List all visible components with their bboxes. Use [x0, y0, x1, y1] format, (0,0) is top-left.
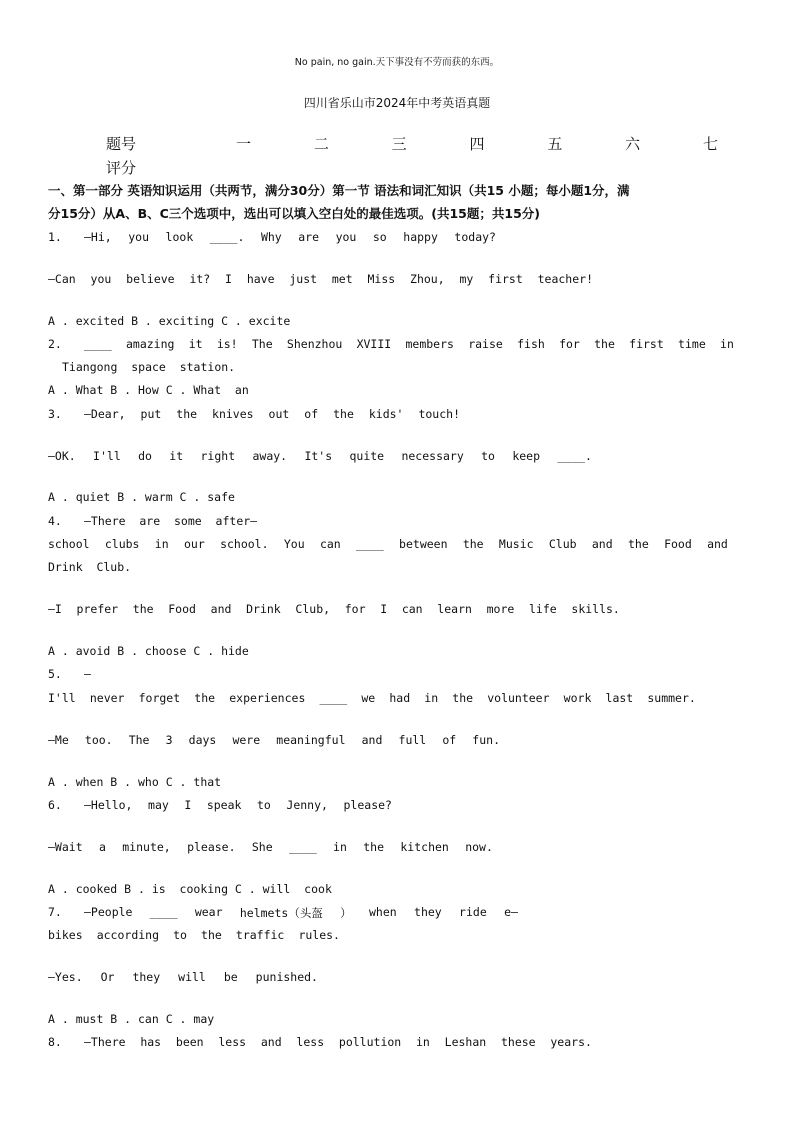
word: can [401, 602, 423, 616]
word: and [591, 537, 613, 551]
word: —Hi, [84, 230, 112, 244]
word: please? [343, 798, 392, 812]
word: amazing [125, 337, 175, 351]
word: of [304, 407, 319, 421]
word: we [361, 691, 376, 705]
word: and [210, 602, 232, 616]
word: please. [187, 840, 236, 854]
q8-number: 8. [48, 1035, 62, 1049]
q2-stem [84, 337, 734, 351]
word: I'll [48, 691, 76, 705]
word: less [296, 1035, 325, 1049]
word: never [89, 691, 125, 705]
q5-stem: — [84, 667, 91, 681]
q7-number: 7. [48, 905, 62, 919]
q2-options: A . What B . How C . What an [48, 383, 249, 397]
word: She [251, 840, 273, 854]
word: away. [252, 449, 288, 463]
word: too. [84, 733, 113, 747]
word: believe [126, 272, 175, 286]
word: last [605, 691, 634, 705]
word: I'll [93, 449, 121, 463]
word: I [380, 602, 388, 616]
word: right [200, 449, 236, 463]
word: —Me [48, 733, 69, 747]
word: years. [550, 1035, 592, 1049]
word: my [459, 272, 474, 286]
word: —Hello, [84, 798, 133, 812]
q5-options: A . when B . who C . that [48, 775, 222, 789]
word: were [232, 733, 261, 747]
q5-reply [48, 733, 500, 747]
word: Or [100, 970, 115, 984]
q1-reply [48, 272, 593, 286]
word: 3 [165, 733, 173, 747]
word: in [333, 840, 347, 854]
word: —OK. [48, 449, 76, 463]
word: these [500, 1035, 536, 1049]
word: the [194, 691, 216, 705]
q7-reply [48, 970, 318, 984]
word: of [442, 733, 457, 747]
q3-stem [84, 407, 460, 421]
section-instruction-line1: 一、第一部分 英语知识运用（共两节，满分30分）第一节 语法和词汇知识（共15 小题；每小题1分，满 [48, 183, 630, 198]
word: The [251, 337, 273, 351]
word: ____ [84, 337, 112, 351]
word: they [414, 905, 442, 919]
word: and [707, 537, 728, 551]
page-header-motto: No pain, no gain.天下事没有不劳而获的东西。 [294, 57, 500, 68]
score-table-label: 题号 [106, 135, 137, 153]
word: quite [349, 449, 385, 463]
word: for [559, 337, 580, 351]
word: first [488, 272, 523, 286]
word: do [138, 449, 152, 463]
word: full [398, 733, 427, 747]
score-col: 三 [391, 135, 407, 153]
word: out [268, 407, 290, 421]
word: punished. [255, 970, 318, 984]
word: wear [194, 905, 223, 919]
word: is! [216, 337, 238, 351]
word: pollution [338, 1035, 402, 1049]
word: the [452, 691, 474, 705]
word: for [344, 602, 366, 616]
word: you [128, 230, 150, 244]
word: clubs [104, 537, 140, 551]
word: work [563, 691, 592, 705]
word: and [361, 733, 383, 747]
word: less [218, 1035, 247, 1049]
word: Zhou, [410, 272, 445, 286]
word: members [405, 337, 454, 351]
word: in [416, 1035, 430, 1049]
word: been [175, 1035, 204, 1049]
word: time [678, 337, 706, 351]
word: necessary [401, 449, 464, 463]
word: meaningful [276, 733, 346, 747]
word: I [225, 272, 232, 286]
word: look [165, 230, 194, 244]
word: happy [403, 230, 438, 244]
word: teacher! [537, 272, 593, 286]
word: —I [48, 602, 62, 616]
word: you [335, 230, 357, 244]
word: —Yes. [48, 970, 83, 984]
word: ____ [356, 537, 384, 551]
word: may [148, 798, 169, 812]
word: met [331, 272, 353, 286]
word: can [319, 537, 341, 551]
word: ____. [557, 449, 592, 463]
word: Leshan [444, 1035, 487, 1049]
word: Food [664, 537, 692, 551]
score-table-score-label: 评分 [106, 159, 137, 177]
word: today? [454, 230, 496, 244]
word: the [333, 407, 354, 421]
word: —Can [48, 272, 76, 286]
word: you [90, 272, 112, 286]
word: —People [84, 905, 133, 919]
word: school. [220, 537, 269, 551]
q2-number: 2. [48, 337, 62, 351]
q6-stem [84, 798, 392, 812]
word: touch! [418, 407, 460, 421]
word: in [720, 337, 734, 351]
word: fish [517, 337, 545, 351]
score-col: 四 [469, 135, 485, 153]
word: they [132, 970, 161, 984]
word: life [529, 602, 557, 616]
section-instruction-line2: 分15分）从A、B、C三个选项中，选出可以填入空白处的最佳选项。(共15题；共15分) [48, 206, 540, 221]
word: summer. [647, 691, 696, 705]
q7-stem-continued [48, 928, 340, 942]
word: ____ [149, 905, 178, 919]
word: in [154, 537, 169, 551]
q4-options: A . avoid B . choose C . hide [48, 644, 249, 658]
word: and [260, 1035, 282, 1049]
word: be [223, 970, 238, 984]
word: keep [512, 449, 541, 463]
word: the [363, 840, 385, 854]
word: ____ [319, 691, 348, 705]
word: prefer [76, 602, 119, 616]
word: when [368, 905, 397, 919]
word: forget [138, 691, 181, 705]
word: Shenzhou [286, 337, 343, 351]
q3-options: A . quiet B . warm C . safe [48, 490, 235, 504]
word: according [96, 928, 160, 942]
word: You [283, 537, 305, 551]
word: skills. [571, 602, 620, 616]
word: ） [340, 906, 352, 920]
word: ____. [209, 230, 245, 244]
score-col: 五 [547, 135, 563, 153]
q3-reply [48, 449, 592, 463]
word: in [424, 691, 439, 705]
score-col: 六 [625, 135, 641, 153]
q4-stem: —There are some after— [84, 514, 258, 528]
word: school [48, 537, 90, 551]
word: had [389, 691, 411, 705]
q6-number: 6. [48, 798, 62, 812]
word: knives [212, 407, 254, 421]
word: Why [260, 230, 282, 244]
word: The [128, 733, 150, 747]
q6-reply [48, 840, 493, 854]
word: e— [504, 905, 518, 919]
word: Miss [367, 272, 396, 286]
word: It's [304, 449, 333, 463]
word: —Dear, [84, 407, 126, 421]
word: speak [206, 798, 242, 812]
word: minute, [122, 840, 171, 854]
word: the [462, 537, 484, 551]
q2-stem-continued: Tiangong space station. [62, 360, 236, 374]
word: a [98, 840, 106, 854]
word: have [246, 272, 275, 286]
q4-reply [48, 602, 620, 616]
word: it? [189, 272, 211, 286]
word: volunteer [487, 691, 550, 705]
word: more [486, 602, 515, 616]
q1-options: A . excited B . exciting C . excite [48, 314, 291, 328]
word: now. [465, 840, 493, 854]
q1-stem [84, 230, 496, 244]
q5-number: 5. [48, 667, 62, 681]
word: are [298, 230, 320, 244]
word: I [184, 798, 192, 812]
score-table-columns [236, 133, 718, 154]
word: to [257, 798, 271, 812]
word: it [169, 449, 184, 463]
word: will [178, 970, 206, 984]
word: just [289, 272, 318, 286]
page-title: 四川省乐山市2024年中考英语真题 [303, 96, 491, 110]
q4-stem-continued [48, 537, 728, 551]
word: experiences [229, 691, 306, 705]
word: first [629, 337, 664, 351]
q3-number: 3. [48, 407, 62, 421]
q7-options: A . must B . can C . may [48, 1012, 215, 1026]
score-table-header [106, 133, 718, 154]
word: put [140, 407, 162, 421]
score-col: 二 [313, 135, 329, 153]
score-col: 七 [702, 135, 718, 153]
word: raise [468, 337, 503, 351]
word: fun. [472, 733, 500, 747]
word: XVIII [356, 337, 392, 351]
q7-stem [84, 905, 518, 921]
word: traffic [235, 928, 285, 942]
word: Jenny, [286, 798, 328, 812]
score-col: 一 [236, 135, 252, 153]
word: to [481, 449, 495, 463]
word: the [594, 337, 615, 351]
word: ride [459, 905, 487, 919]
word: learn [437, 602, 472, 616]
word: it [188, 337, 203, 351]
word: the [132, 602, 154, 616]
q1-number: 1. [48, 230, 62, 244]
word: the [627, 537, 649, 551]
word: to [173, 928, 187, 942]
word: kitchen [400, 840, 449, 854]
word: has [140, 1035, 162, 1049]
word: Club [548, 537, 577, 551]
word: ____ [289, 840, 317, 854]
word: so [372, 230, 387, 244]
word: the [201, 928, 222, 942]
word: Club, [295, 602, 331, 616]
word: rules. [298, 928, 340, 942]
word: kids' [368, 407, 404, 421]
word: bikes [48, 928, 83, 942]
q4-number: 4. [48, 514, 62, 528]
word: Drink [246, 602, 281, 616]
word: our [183, 537, 205, 551]
q8-stem [84, 1035, 592, 1049]
word: between [399, 537, 448, 551]
q5-stem-continued [48, 691, 696, 705]
q6-options: A . cooked B . is cooking C . will cook [48, 882, 332, 896]
word: Food [168, 602, 196, 616]
word: Music [498, 537, 534, 551]
word: helmets（头盔 [239, 906, 323, 920]
q4-stem-continued-2: Drink Club. [48, 560, 132, 574]
word: —There [84, 1035, 126, 1049]
word: days [188, 733, 217, 747]
word: —Wait [48, 840, 83, 854]
word: the [176, 407, 198, 421]
